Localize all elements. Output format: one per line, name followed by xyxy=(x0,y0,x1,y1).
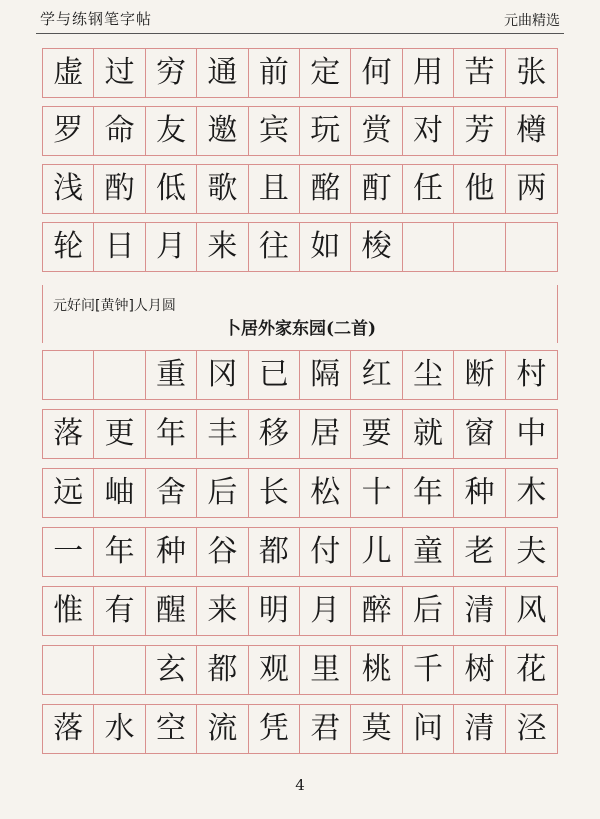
poem-title: 卜居外家东园(二首) xyxy=(223,319,377,339)
character-cell: 且 xyxy=(249,165,300,213)
character-cell: 已 xyxy=(249,351,300,399)
character-cell: 流 xyxy=(197,705,248,753)
character-cell: 定 xyxy=(300,49,351,97)
character-cell xyxy=(94,351,145,399)
character-cell: 舍 xyxy=(146,469,197,517)
character-cell: 居 xyxy=(300,410,351,458)
character-cell: 酊 xyxy=(351,165,402,213)
character-cell: 断 xyxy=(454,351,505,399)
character-cell: 树 xyxy=(454,646,505,694)
character-cell: 观 xyxy=(249,646,300,694)
grid-row xyxy=(42,48,558,98)
character-cell: 夫 xyxy=(516,534,547,569)
section-title: 元曲精选 xyxy=(504,13,560,29)
character-cell: 桃 xyxy=(351,646,402,694)
character-cell: 空 xyxy=(146,705,197,753)
character-cell: 儿 xyxy=(351,528,402,576)
grid-row xyxy=(42,468,558,518)
character-cell: 岫 xyxy=(94,469,145,517)
character-cell: 友 xyxy=(146,107,197,155)
character-cell: 任 xyxy=(403,165,454,213)
character-cell: 尘 xyxy=(403,351,454,399)
character-cell: 对 xyxy=(403,107,454,155)
character-cell: 童 xyxy=(403,528,454,576)
character-cell: 一 xyxy=(43,528,94,576)
character-cell: 用 xyxy=(403,49,454,97)
character-cell xyxy=(403,223,454,271)
character-cell: 松 xyxy=(300,469,351,517)
character-cell: 要 xyxy=(351,410,402,458)
character-cell: 木 xyxy=(516,475,547,510)
character-cell: 就 xyxy=(403,410,454,458)
character-cell: 邀 xyxy=(197,107,248,155)
character-cell: 千 xyxy=(403,646,454,694)
character-cell: 村 xyxy=(516,357,547,392)
character-cell: 何 xyxy=(351,49,402,97)
character-cell: 种 xyxy=(454,469,505,517)
character-cell: 年 xyxy=(146,410,197,458)
character-cell: 虚 xyxy=(43,49,94,97)
character-cell: 命 xyxy=(94,107,145,155)
grid-row xyxy=(42,350,558,400)
character-cell: 年 xyxy=(94,528,145,576)
character-cell: 种 xyxy=(146,528,197,576)
character-cell: 月 xyxy=(300,587,351,635)
character-cell: 后 xyxy=(197,469,248,517)
header-rule xyxy=(36,33,564,34)
grid-row xyxy=(42,645,558,695)
page-number: 4 xyxy=(295,776,305,794)
character-cell: 罗 xyxy=(43,107,94,155)
character-cell: 君 xyxy=(300,705,351,753)
character-cell: 玄 xyxy=(146,646,197,694)
character-cell: 问 xyxy=(403,705,454,753)
character-cell: 风 xyxy=(516,593,547,628)
character-cell: 水 xyxy=(94,705,145,753)
character-cell: 两 xyxy=(516,171,547,206)
character-cell: 十 xyxy=(351,469,402,517)
grid-row xyxy=(42,527,558,577)
character-cell: 中 xyxy=(516,416,547,451)
character-cell: 过 xyxy=(94,49,145,97)
grid-row xyxy=(42,222,558,272)
character-cell: 来 xyxy=(197,223,248,271)
character-cell: 如 xyxy=(300,223,351,271)
character-cell: 莫 xyxy=(351,705,402,753)
character-cell xyxy=(94,646,145,694)
character-cell: 酌 xyxy=(94,165,145,213)
character-cell: 花 xyxy=(516,652,547,687)
grid-row xyxy=(42,106,558,156)
character-cell: 清 xyxy=(454,587,505,635)
character-cell: 都 xyxy=(249,528,300,576)
character-cell: 冈 xyxy=(197,351,248,399)
character-cell: 付 xyxy=(300,528,351,576)
character-cell: 有 xyxy=(94,587,145,635)
character-cell: 里 xyxy=(300,646,351,694)
character-cell xyxy=(43,646,94,694)
character-cell: 窗 xyxy=(454,410,505,458)
character-cell xyxy=(454,223,505,271)
character-cell: 惟 xyxy=(43,587,94,635)
character-cell: 苦 xyxy=(454,49,505,97)
grid-row xyxy=(42,586,558,636)
character-cell: 张 xyxy=(516,55,547,90)
character-cell: 玩 xyxy=(300,107,351,155)
character-cell: 芳 xyxy=(454,107,505,155)
character-cell: 浅 xyxy=(43,165,94,213)
character-cell: 落 xyxy=(43,410,94,458)
character-cell: 隔 xyxy=(300,351,351,399)
character-cell: 前 xyxy=(249,49,300,97)
character-cell: 红 xyxy=(351,351,402,399)
character-cell: 宾 xyxy=(249,107,300,155)
character-cell: 穷 xyxy=(146,49,197,97)
character-cell: 醒 xyxy=(146,587,197,635)
character-cell: 樽 xyxy=(516,113,547,148)
character-cell: 通 xyxy=(197,49,248,97)
character-cell: 远 xyxy=(43,469,94,517)
character-cell: 重 xyxy=(146,351,197,399)
character-cell: 明 xyxy=(249,587,300,635)
character-cell: 赏 xyxy=(351,107,402,155)
poem-title-band xyxy=(42,285,558,343)
character-cell: 丰 xyxy=(197,410,248,458)
character-cell: 移 xyxy=(249,410,300,458)
character-cell: 谷 xyxy=(197,528,248,576)
character-cell: 他 xyxy=(454,165,505,213)
character-cell: 泾 xyxy=(516,711,547,746)
character-cell: 月 xyxy=(146,223,197,271)
character-cell: 歌 xyxy=(197,165,248,213)
character-cell: 往 xyxy=(249,223,300,271)
character-cell: 老 xyxy=(454,528,505,576)
grid-row xyxy=(42,409,558,459)
grid-row xyxy=(42,704,558,754)
character-cell: 低 xyxy=(146,165,197,213)
character-cell: 后 xyxy=(403,587,454,635)
character-cell: 清 xyxy=(454,705,505,753)
character-cell: 酩 xyxy=(300,165,351,213)
character-cell: 落 xyxy=(43,705,94,753)
character-cell: 梭 xyxy=(351,223,402,271)
grid-row xyxy=(42,164,558,214)
book-title: 学与练钢笔字帖 xyxy=(40,10,153,28)
character-cell: 都 xyxy=(197,646,248,694)
character-cell: 凭 xyxy=(249,705,300,753)
character-cell: 长 xyxy=(249,469,300,517)
character-cell xyxy=(43,351,94,399)
character-cell xyxy=(506,223,557,271)
character-cell: 来 xyxy=(197,587,248,635)
poem-author-line: 元好问[黄钟]人月圆 xyxy=(53,298,176,314)
character-cell: 日 xyxy=(94,223,145,271)
character-cell: 更 xyxy=(94,410,145,458)
character-cell: 醉 xyxy=(351,587,402,635)
character-cell: 年 xyxy=(403,469,454,517)
character-cell: 轮 xyxy=(43,223,94,271)
